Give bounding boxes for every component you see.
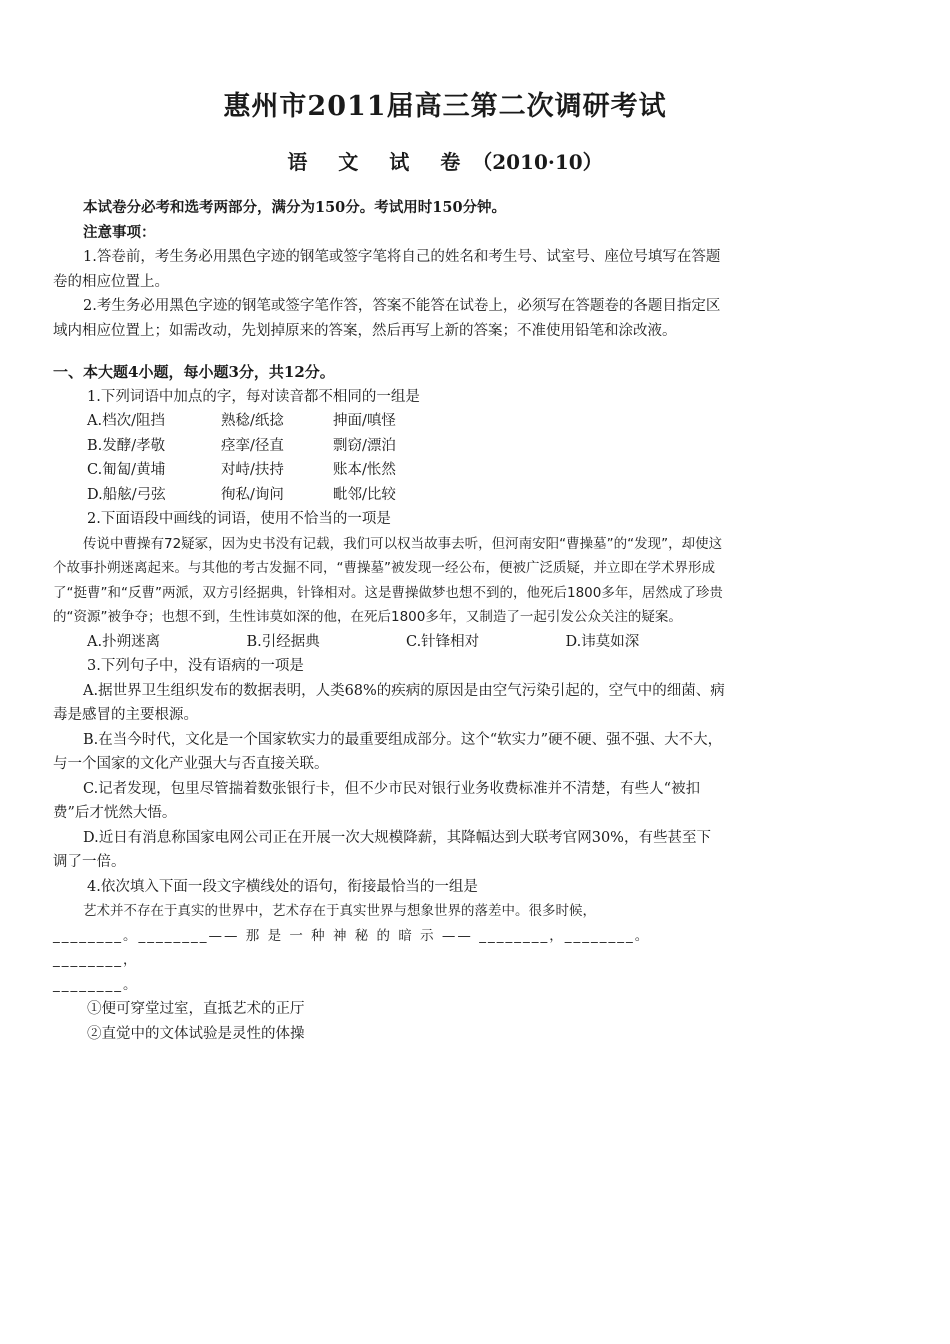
q1-option-d [53,483,725,508]
q1-a-word-3: 抻面/嗔怪 [333,413,396,429]
q1-d-word-3: 毗邻/比较 [333,486,396,503]
q4-item-2: ②直觉中的文体试验是灵性的体操 [87,1025,305,1042]
q1-b-word-2: 痉挛/径直 [221,437,284,454]
q4-stem: 4.依次填入下面一段文字横线处的语句，衔接最恰当的一组是 [87,878,478,895]
q1-b-word-1: B.发酵/孝敬 [87,437,166,454]
q4-blanks-line-1: ________。________—— 那 是 一 种 神 秘 的 暗 示 —— ________，________。________， [53,927,651,968]
notice-item-1: 1.答卷前，考生务必用黑色字迹的钢笔或签字笔将自己的姓名和考生号、试室号、座位号填写在答题卷的相应位置上。 [53,249,721,290]
q1-c-word-2: 对峙/扶持 [221,462,284,478]
exam-subtitle [0,146,950,175]
q3-stem: 3.下列句子中，没有语病的一项是 [87,658,304,674]
q1-d-word-2: 徇私/询问 [221,486,284,503]
q1-c-word-3: 账本/怅然 [333,462,396,478]
q1-stem: 1.下列词语中加点的字，每对读音都不相同的一组是 [87,388,420,405]
q2-option-c: C.针锋相对 [406,633,480,650]
q2-option-b: B.引经据典 [246,633,320,650]
exam-title: 惠州市2011届高三第二次调研考试 [223,91,667,122]
q1-b-word-3: 剽窃/漂泊 [333,437,396,454]
q1-d-word-1: D.船舷/弓弦 [87,486,166,503]
subject-label: 语 文 试 卷 [287,150,473,174]
q1-c-word-1: C.匍匐/黄埔 [87,462,166,478]
notice-item-2: 2.考生务必用黑色字迹的钢笔或签字笔作答，答案不能答在试卷上，必须写在答题卷的各题目指定区域内相应位置上；如需改动，先划掉原来的答案，然后再写上新的答案；不准使用铅笔和涂改液。 [53,298,721,339]
q1-a-word-2: 熟稔/纸捻 [221,413,284,429]
exam-date: （2010·10） [472,150,603,174]
exam-summary: 本试卷分必考和选考两部分，满分为150分。考试用时150分钟。 [83,199,507,216]
q2-option-a: A.扑朔迷离 [87,633,161,650]
q2-stem: 2.下面语段中画线的词语，使用不恰当的一项是 [87,511,391,527]
q1-a-word-1: A.档次/阻挡 [87,413,165,429]
q3-option-d: D.近日有消息称国家电网公司正在开展一次大规模降薪，其降幅达到大联考官网30%，有些甚至下调了一倍。 [53,829,711,870]
q3-option-c: C.记者发现，包里尽管揣着数张银行卡，但不少市民对银行业务收费标准并不清楚，有些人“被扣费”后才恍然大悟。 [53,780,701,821]
q4-passage: 艺术并不存在于真实的世界中，艺术存在于真实世界与想象世界的落差中。很多时候， [83,903,596,919]
q4-item-1: ①便可穿堂过室，直抵艺术的正厅 [87,1001,305,1017]
q4-blanks-line-2: ________。 [53,976,139,993]
section-1-title: 一、本大题4小题，每小题3分，共12分。 [53,363,335,381]
q1-option-c [53,458,725,483]
q2-passage: 传说中曹操有72疑冢，因为史书没有记载，我们可以权当故事去听，但河南安阳“曹操墓”的“发现”，却使这个故事扑朔迷离起来。与其他的考古发掘不同，“曹操墓”被发现一经公布，便被广泛质疑，并立即在学术界形成了“挺曹”和“反曹”两派，双方引经据典，针锋相对。这是曹操做梦也想不到的，他死后1800多年，居然成了珍贵的“资源”被争夺；也想不到，生性讳莫如深的他，在死后1800多年，又制造了一起引发公众关注的疑案。 [53,535,723,625]
q2-option-d: D.讳莫如深 [565,633,640,650]
notice-heading: 注意事项： [83,223,156,241]
q1-option-a [53,409,725,434]
exam-body [53,196,725,1046]
q3-option-b: B.在当今时代，文化是一个国家软实力的最重要组成部分。这个“软实力”硬不硬、强不强、大不大，与一个国家的文化产业强大与否直接关联。 [53,731,723,772]
q2-options [53,630,725,655]
q1-option-b [53,434,725,459]
q3-option-a: A.据世界卫生组织发布的数据表明，人类68%的疾病的原因是由空气污染引起的，空气中的细菌、病毒是感冒的主要根源。 [53,682,725,723]
